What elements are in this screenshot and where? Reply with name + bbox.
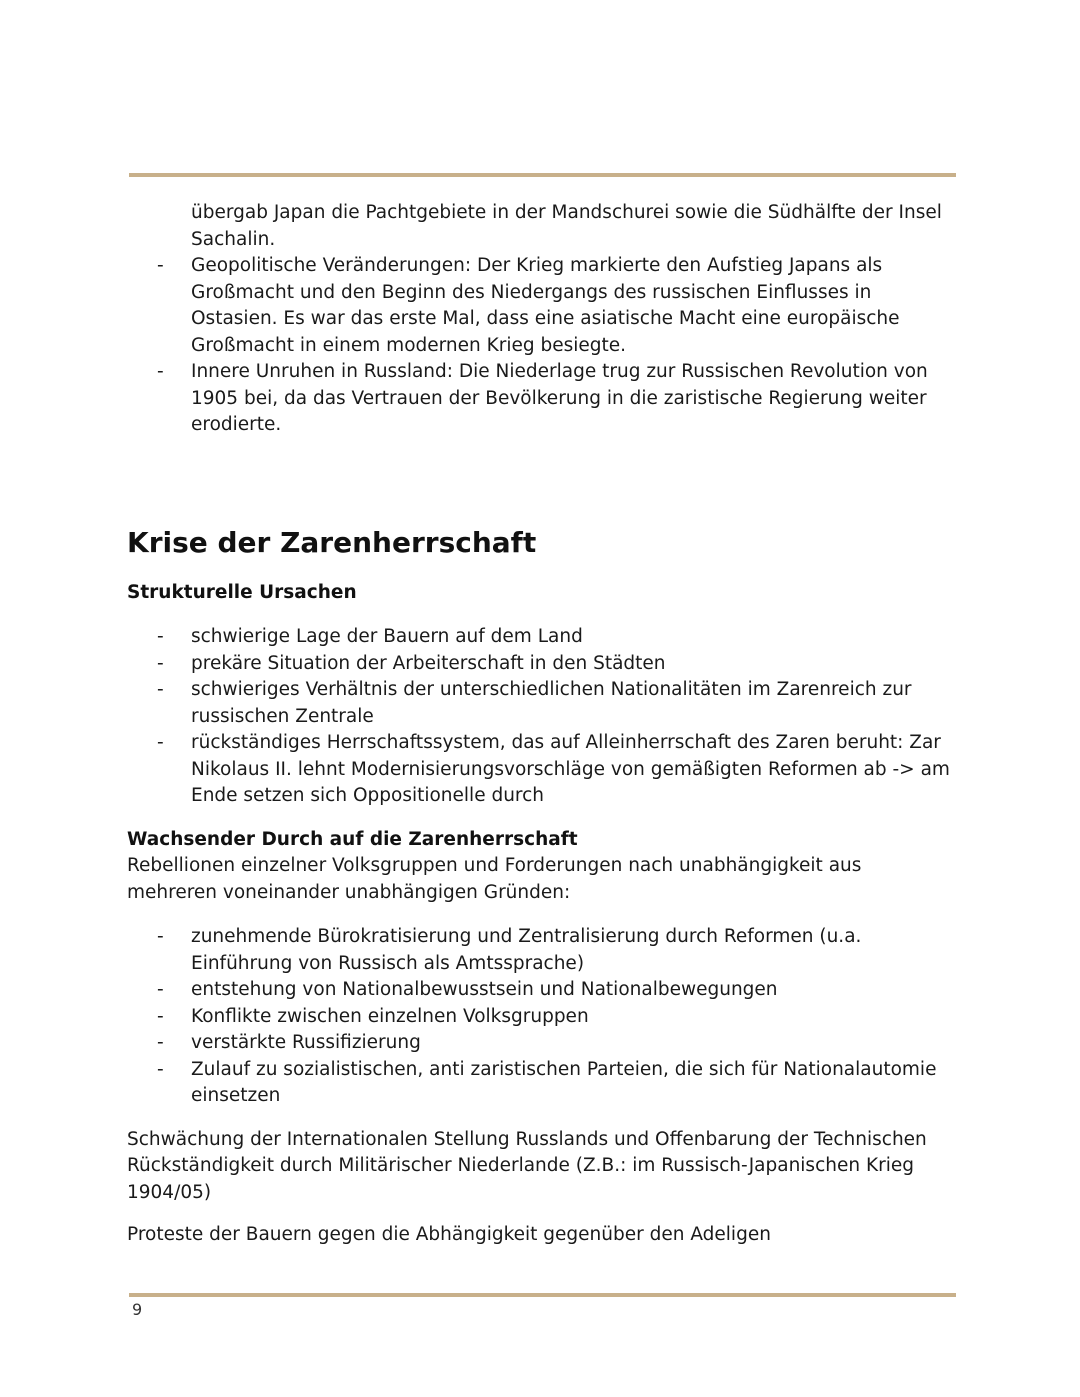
list-item: - entstehung von Nationalbewusstsein und Nationalbewegungen bbox=[127, 977, 957, 1004]
dash-bullet: - bbox=[157, 1032, 164, 1053]
pressure-heading: Wachsender Durch auf die Zarenherrschaft bbox=[127, 828, 578, 850]
page-number: 9 bbox=[132, 1300, 143, 1319]
dash-bullet: - bbox=[157, 361, 164, 382]
paragraph-weakening: Schwächung der Internationalen Stellung Russlands und Offenbarung der Technischen Rückständigkeit durch Militärischer Niederlande (Z.B.: im Russisch-Japanischen Krieg 1904/05) bbox=[127, 1128, 927, 1203]
page-content bbox=[127, 200, 957, 1249]
structural-heading: Strukturelle Ursachen bbox=[127, 581, 357, 603]
structural-list bbox=[127, 624, 957, 810]
list-item: - Innere Unruhen in Russland: Die Niederlage trug zur Russischen Revolution von 1905 bei, da das Vertrauen der Bevölkerung in die zaristische Regierung weiter erodierte. bbox=[157, 361, 928, 435]
pressure-list bbox=[127, 924, 957, 1110]
list-item: - schwieriges Verhältnis der unterschiedlichen Nationalitäten im Zarenreich zur russischen Zentrale bbox=[157, 679, 912, 727]
dash-bullet: - bbox=[157, 626, 164, 647]
dash-bullet: - bbox=[157, 679, 164, 700]
dash-bullet: - bbox=[157, 979, 164, 1000]
list-item: - Geopolitische Veränderungen: Der Krieg markierte den Aufstieg Japans als Großmacht und den Beginn des Niedergangs des russischen Einflusses in Ostasien. Es war das erste Mal, dass eine asiatische Macht eine europäische Großmacht in einem modernen Krieg besiegte. bbox=[157, 255, 900, 356]
dash-bullet: - bbox=[157, 732, 164, 753]
prev-list bbox=[127, 253, 957, 439]
list-item: - Zulauf zu sozialistischen, anti zaristischen Parteien, die sich für Nationalautomie einsetzen bbox=[157, 1058, 937, 1106]
section-title: Krise der Zarenherrschaft bbox=[127, 525, 537, 559]
paragraph-protests: Proteste der Bauern gegen die Abhängigkeit gegenüber den Adeligen bbox=[127, 1224, 771, 1245]
prev-continuation: übergab Japan die Pachtgebiete in der Mandschurei sowie die Südhälfte der Insel Sachalin. bbox=[191, 202, 942, 250]
dash-bullet: - bbox=[157, 255, 164, 276]
dash-bullet: - bbox=[157, 926, 164, 947]
list-item: - prekäre Situation der Arbeiterschaft in den Städten bbox=[127, 651, 957, 678]
list-item: - schwierige Lage der Bauern auf dem Land bbox=[127, 624, 957, 651]
list-item: - Konflikte zwischen einzelnen Volksgruppen bbox=[127, 1004, 957, 1031]
dash-bullet: - bbox=[157, 1005, 164, 1027]
header-rule bbox=[129, 173, 956, 177]
dash-bullet: - bbox=[157, 652, 164, 674]
pressure-intro: Rebellionen einzelner Volksgruppen und Forderungen nach unabhängigkeit aus mehreren voneinander unabhängigen Gründen: bbox=[127, 855, 862, 903]
dash-bullet: - bbox=[157, 1058, 164, 1080]
list-item: - rückständiges Herrschaftssystem, das auf Alleinherrschaft des Zaren beruht: Zar Nikolaus II. lehnt Modernisierungsvorschläge von gemäßigten Reformen ab -> am Ende setzen sich Oppositionelle durch bbox=[157, 732, 950, 806]
list-item: - verstärkte Russifizierung bbox=[127, 1030, 957, 1057]
list-item: - zunehmende Bürokratisierung und Zentralisierung durch Reformen (u.a. Einführung von Russisch als Amtssprache) bbox=[157, 926, 862, 974]
footer-rule bbox=[129, 1293, 956, 1297]
